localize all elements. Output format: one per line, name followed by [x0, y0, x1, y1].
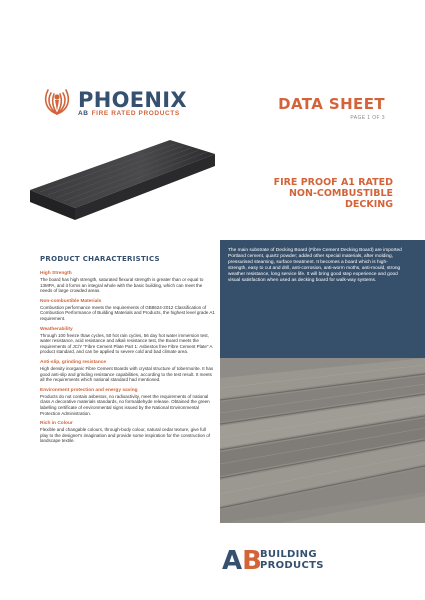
characteristic-body: The board has high strength, saturated flexural strength is greater than or equal to 13MPA, and it forms an integral whole with the basic building, which can meet the needs of large crowded areas.	[40, 277, 204, 294]
product-title	[215, 177, 393, 210]
characteristic-title: Non-combustible Materials	[40, 298, 102, 304]
page-number: PAGE 1 OF 3	[350, 115, 385, 121]
characteristic-title: Anti-slip, grinding resistance	[40, 359, 107, 365]
characteristic-item	[40, 360, 215, 383]
characteristic-body: Combustion performance meets the requirements of GB8624-2012 Classification of Combustion Performance of Building Materials and Products, the highest level grade A1 requirement.	[40, 304, 215, 321]
phoenix-flame-icon	[40, 84, 74, 118]
brand-sub-label: FIRE RATED PRODUCTS	[91, 110, 180, 117]
characteristic-item	[40, 421, 215, 444]
characteristic-body: Products do not contain asbestos, no radioactivity, meet the requirements of national class A decorative materials standards, no formaldehyde release. Obtained the green labelling certificate of environmental signs issued by the National Environmental Protection Administration.	[40, 393, 210, 416]
characteristic-item	[40, 327, 215, 355]
product-title-line-1: FIRE PROOF A1 RATED	[273, 177, 393, 188]
product-title-line-2: NON-COMBUSTIBLE	[288, 188, 393, 199]
characteristic-title: Environment protection and energy saving	[40, 387, 138, 393]
ab-logo-a: A	[222, 546, 243, 576]
brand-name: PHOENIX	[78, 88, 187, 112]
decking-photo	[220, 358, 425, 523]
brand-subtitle	[78, 110, 180, 117]
doc-title: DATA SHEET	[278, 95, 385, 113]
characteristic-item	[40, 299, 215, 322]
characteristic-title: High Strength	[40, 271, 72, 276]
characteristic-title: Rich in Colour	[40, 421, 73, 427]
ab-logo-b: B	[242, 546, 262, 576]
characteristics-heading: PRODUCT CHARACTERISTICS	[40, 255, 160, 263]
brand-prefix: AB	[78, 110, 89, 117]
ab-logo-line-1: BUILDING	[260, 549, 317, 560]
characteristic-item	[40, 388, 215, 416]
ab-logo-mark	[222, 546, 262, 576]
ab-building-products-logo	[222, 546, 362, 578]
ab-logo-text	[260, 549, 324, 571]
characteristic-body: Through 100 freeze thaw cycles, 50 hot rain cycles, 56 day hot water immersion test, water resistance, acid resistance and alkali resistance test, the Board meets the requirements of JC/Y "Fibre Cement Plate Part 1: Asbestos free Fibre Cement Plate" A product standard, and can be applied to severe cold and bad climate area.	[40, 332, 213, 355]
characteristic-body: High density inorganic Fibre Cement Boards with crystal structure of tobermorite. It has good anti-slip and grinding resistance capabilities, according to the test result. It meets all the requirements which national standard had mentioned.	[40, 365, 214, 383]
phoenix-logo	[40, 84, 200, 124]
characteristic-body: Flexible and changable colours, through-body colour, natural cedar texture, give full play to the designer's imagination and provide some inspiration for the construction of landscape textile.	[40, 427, 210, 444]
description-panel	[220, 240, 425, 358]
ab-logo-line-2: PRODUCTS	[260, 560, 324, 571]
characteristics-section	[40, 255, 215, 449]
description-text: The main substrate of Decking Board (Fibre Cement Decking Board) are imported Portland cement, quartz powder; added other special materials, after molding, pressurised steaming, surface treatment. It becomes a board which is high-strength, easy to cut and drill, anti-corrosion, anti-worm moths, anti-mould, strong weather resistance, long service life. It will bring good step experience and good visual satisfaction when used as decking board for walk-way systems.	[228, 248, 402, 283]
characteristic-title: Weatherability	[40, 326, 73, 332]
product-title-line-3: DECKING	[345, 199, 393, 210]
deck-planks-illustration	[220, 358, 425, 523]
characteristic-item	[40, 271, 215, 294]
